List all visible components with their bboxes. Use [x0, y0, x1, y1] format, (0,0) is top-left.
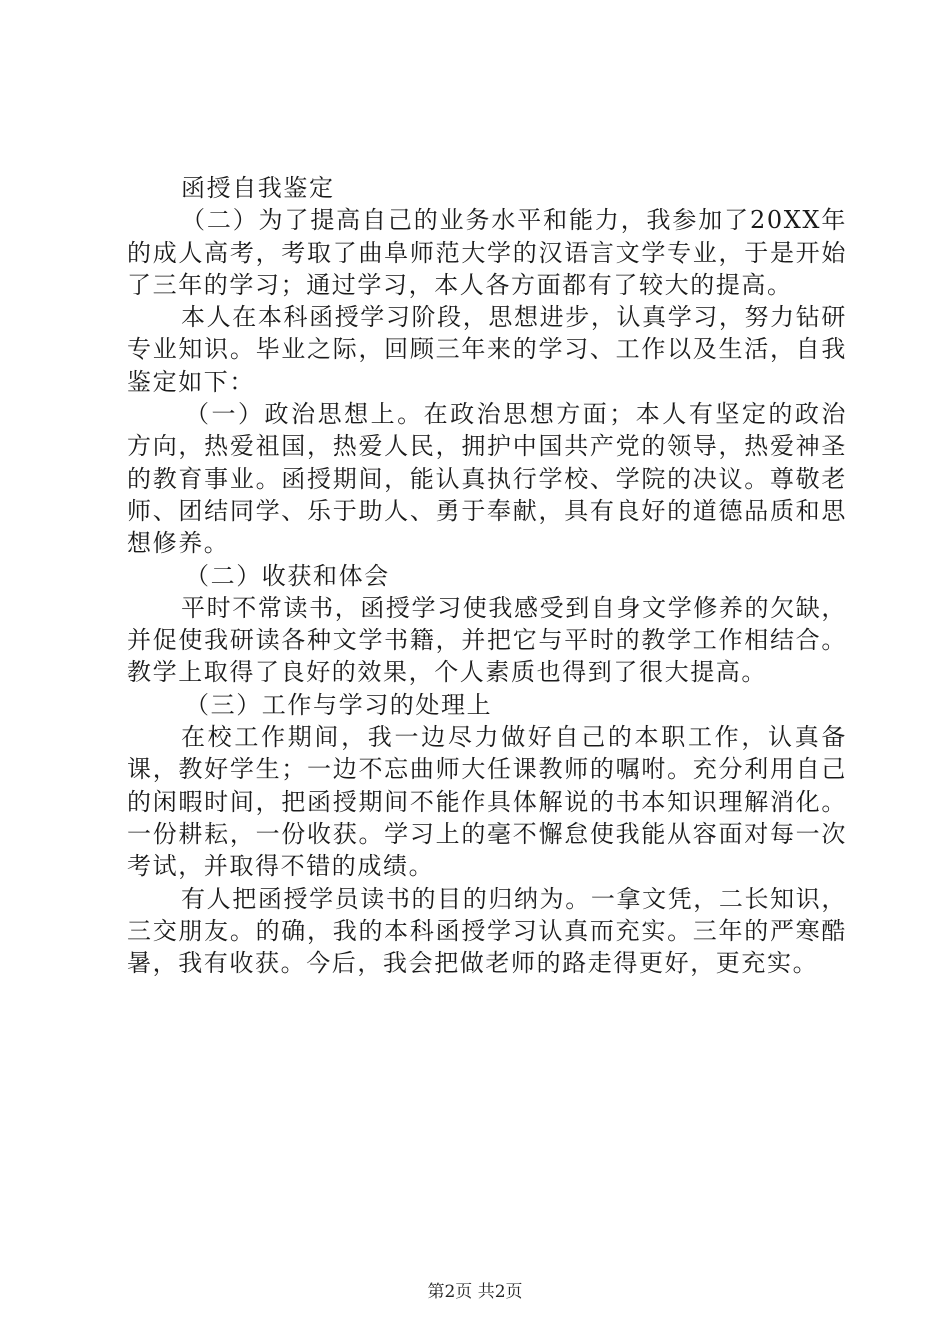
section-heading-gains: （二）收获和体会	[185, 561, 390, 590]
paragraph-intro: （二）为了提高自己的业务水平和能力，我参加了20XX年的成人高考，考取了曲阜师范大学的汉语言文学专业，于是开始了三年的学习；通过学习，本人各方面都有了较大的提高。	[127, 206, 847, 299]
document-body	[127, 172, 847, 979]
paragraph-summary: 本人在本科函授学习阶段，思想进步，认真学习，努力钻研专业知识。毕业之际，回顾三年来的学习、工作以及生活，自我鉴定如下：	[127, 303, 847, 396]
page-number-footer: 第2页 共2页	[427, 1282, 523, 1302]
paragraph-political-thought: （一）政治思想上。在政治思想方面；本人有坚定的政治方向，热爱祖国，热爱人民，拥护中国共产党的领导，热爱神圣的教育事业。函授期间，能认真执行学校、学院的决议。尊敬老师、团结同学、乐于助人、勇于奉献，具有良好的道德品质和思想修养。	[127, 400, 847, 558]
section-heading-work-study: （三）工作与学习的处理上	[185, 690, 493, 719]
paragraph-gains: 平时不常读书，函授学习使我感受到自身文学修养的欠缺，并促使我研读各种文学书籍，并把它与平时的教学工作相结合。教学上取得了良好的效果，个人素质也得到了很大提高。	[127, 593, 847, 687]
paragraph-conclusion: 有人把函授学员读书的目的归纳为。一拿文凭，二长知识，三交朋友。的确，我的本科函授学习认真而充实。三年的严寒酷暑，我有收获。今后，我会把做老师的路走得更好，更充实。	[127, 884, 847, 978]
document-title: 函授自我鉴定	[181, 174, 335, 202]
paragraph-work-study: 在校工作期间，我一边尽力做好自己的本职工作，认真备课，教好学生；一边不忘曲师大任课教师的嘱咐。充分利用自己的闲暇时间，把函授期间不能作具体解说的书本知识理解消化。一份耕耘，一份收获。学习上的毫不懈怠使我能从容面对每一次考试，并取得不错的成绩。	[127, 723, 847, 881]
